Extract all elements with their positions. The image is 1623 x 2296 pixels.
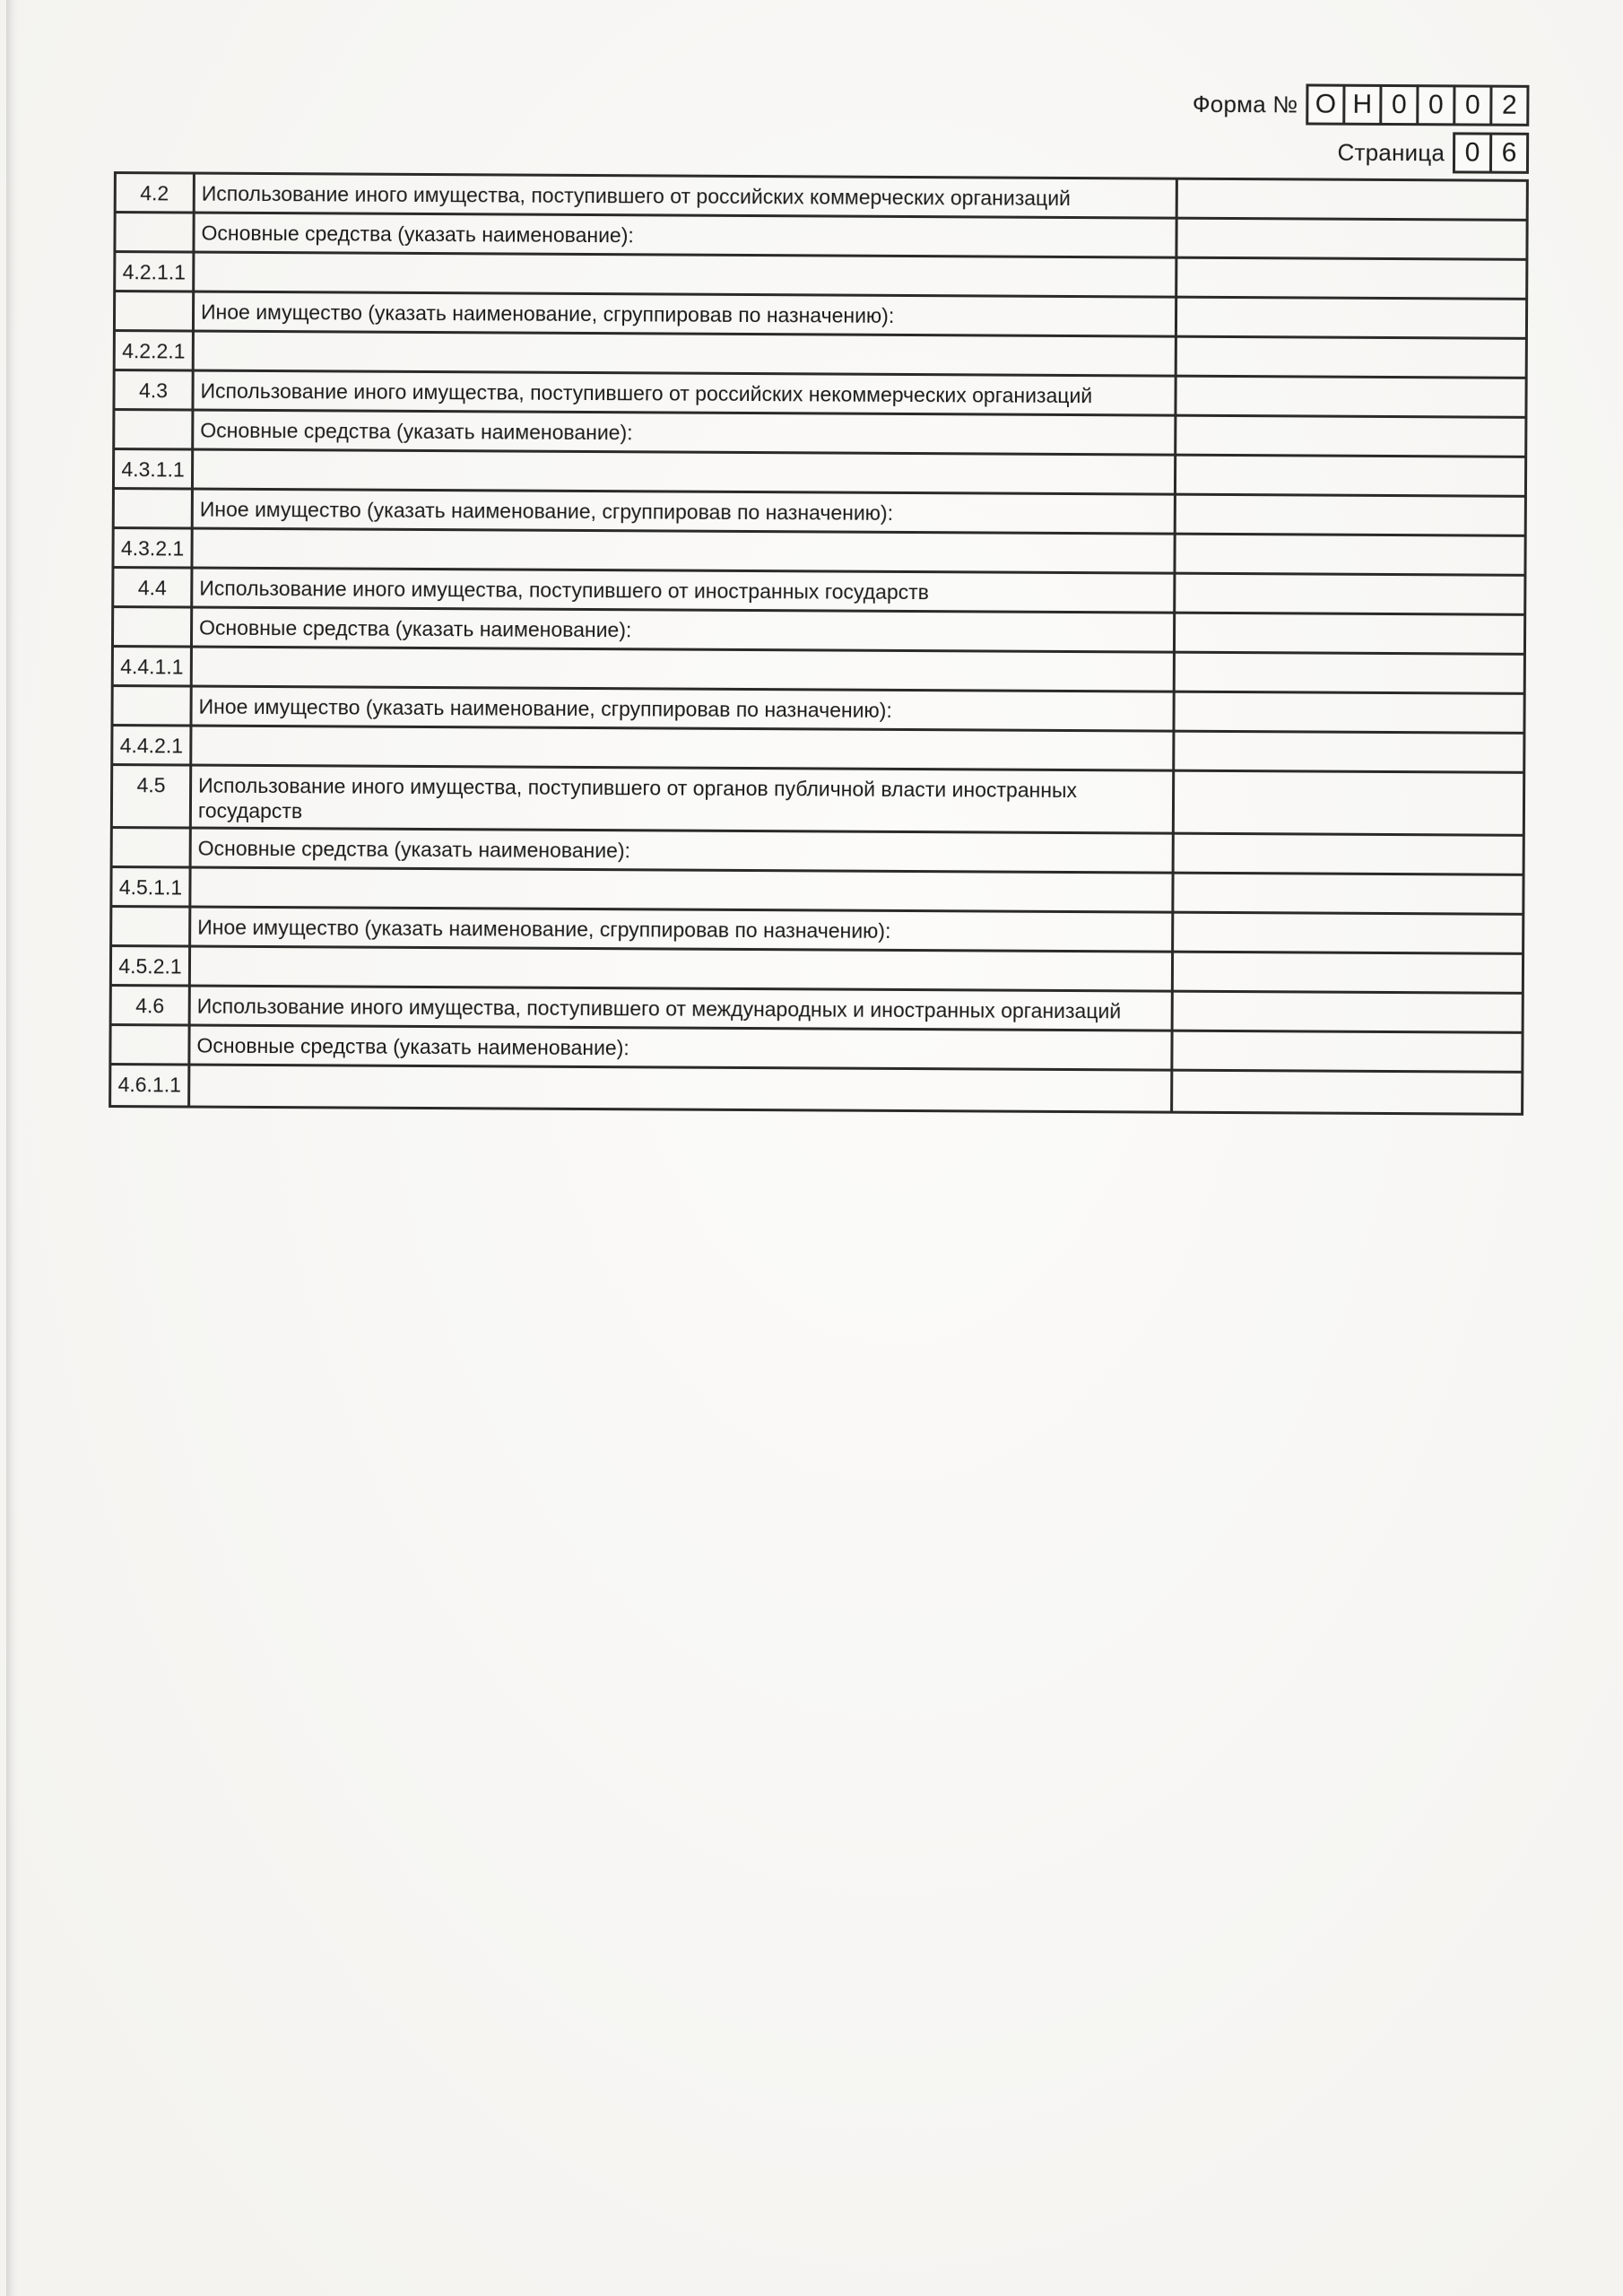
row-value-cell <box>1176 614 1523 656</box>
row-label-cell <box>193 530 1176 575</box>
row-value-cell <box>1176 378 1524 419</box>
page-number-label: Страница <box>1337 138 1445 166</box>
row-label-cell <box>194 451 1176 496</box>
page-number-box: 6 <box>1489 133 1529 174</box>
row-label-cell: Основные средства (указать наименование): <box>190 1027 1173 1072</box>
row-label-cell: Иное имущество (указать наименование, сгруппировав по назначению): <box>194 491 1176 535</box>
page-number-row <box>1337 132 1529 174</box>
form-number-label: Форма № <box>1192 90 1298 117</box>
row-value-cell <box>1174 874 1522 916</box>
row-number-cell: 4.4 <box>114 569 193 608</box>
row-label-cell: Основные средства (указать наименование): <box>195 214 1177 259</box>
form-number-box: 2 <box>1489 85 1529 126</box>
row-number-cell: 4.3.2.1 <box>114 529 193 569</box>
row-label-cell <box>191 948 1174 993</box>
row-value-cell <box>1178 180 1526 222</box>
row-number-cell: 4.5.1.1 <box>112 868 191 908</box>
page-number-box: 0 <box>1453 132 1492 173</box>
row-number-cell <box>115 411 194 450</box>
row-label-cell: Основные средства (указать наименование): <box>193 609 1176 654</box>
row-value-cell <box>1176 417 1524 458</box>
row-number-cell <box>114 608 193 648</box>
row-value-cell <box>1175 835 1523 876</box>
row-value-cell <box>1176 457 1524 498</box>
row-number-cell <box>112 908 191 947</box>
row-value-cell <box>1175 733 1523 774</box>
form-number-box: 0 <box>1453 84 1492 126</box>
row-value-cell <box>1177 220 1525 261</box>
form-number-row <box>1193 83 1530 126</box>
row-label-cell: Иное имущество (указать наименование, сгруппировав по назначению): <box>195 293 1177 338</box>
row-label-cell <box>192 727 1175 772</box>
row-number-cell: 4.2.1.1 <box>116 253 195 292</box>
table-row <box>111 1065 1521 1113</box>
row-number-cell <box>113 829 192 868</box>
row-label-cell <box>195 254 1177 299</box>
row-value-cell <box>1173 1032 1521 1074</box>
form-number-box: О <box>1306 83 1345 125</box>
row-number-cell: 4.6.1.1 <box>111 1065 190 1105</box>
row-label-cell: Использование иного имущества, поступившего от международных и иностранных организаций <box>191 987 1174 1032</box>
row-label-cell: Основные средства (указать наименование): <box>192 830 1175 874</box>
row-value-cell <box>1173 1072 1521 1113</box>
row-label-cell: Иное имущество (указать наименование, сгруппировав по назначению): <box>191 909 1174 953</box>
row-value-cell <box>1176 654 1523 695</box>
row-label-cell <box>191 869 1174 914</box>
row-number-cell <box>111 1026 190 1065</box>
row-number-cell: 4.6 <box>112 987 191 1026</box>
row-value-cell <box>1177 338 1525 379</box>
row-number-cell: 4.3 <box>115 371 194 411</box>
form-number-box: 0 <box>1416 84 1455 126</box>
table-row <box>113 766 1523 837</box>
row-label-cell: Иное имущество (указать наименование, сгруппировав по назначению): <box>192 688 1175 733</box>
row-number-cell: 4.5 <box>113 766 192 829</box>
row-number-cell: 4.2.2.1 <box>116 332 195 371</box>
row-number-cell <box>113 687 192 726</box>
form-header <box>114 77 1530 174</box>
row-number-cell: 4.4.1.1 <box>114 648 193 687</box>
row-label-cell: Использование иного имущества, поступившего от российских некоммерческих организаций <box>194 372 1176 417</box>
row-value-cell <box>1177 259 1525 300</box>
row-number-cell: 4.2 <box>117 174 195 213</box>
row-value-cell <box>1175 772 1523 837</box>
form-number-boxes <box>1306 83 1529 126</box>
form-number-box: 0 <box>1379 84 1419 126</box>
row-value-cell <box>1177 299 1525 340</box>
row-value-cell <box>1176 496 1524 537</box>
row-number-cell: 4.4.2.1 <box>113 726 192 766</box>
row-number-cell: 4.3.1.1 <box>115 450 194 490</box>
row-number-cell <box>116 213 195 253</box>
row-value-cell <box>1176 575 1523 616</box>
row-label-cell: Основные средства (указать наименование): <box>194 412 1176 457</box>
property-usage-table <box>108 171 1529 1116</box>
row-label-cell: Использование иного имущества, поступившего от органов публичной власти иностранных государств <box>192 767 1175 835</box>
row-value-cell <box>1174 914 1522 955</box>
form-number-box: Н <box>1342 84 1382 126</box>
row-value-cell <box>1175 693 1523 735</box>
row-label-cell: Использование иного имущества, поступившего от российских коммерческих организаций <box>195 175 1178 220</box>
row-value-cell <box>1174 953 1522 995</box>
row-value-cell <box>1174 993 1522 1034</box>
row-label-cell: Использование иного имущества, поступившего от иностранных государств <box>193 570 1176 614</box>
row-number-cell: 4.5.2.1 <box>112 947 191 987</box>
page-number-boxes <box>1453 132 1529 173</box>
row-number-cell <box>115 490 194 529</box>
row-label-cell <box>195 333 1177 378</box>
row-value-cell <box>1176 535 1523 577</box>
row-number-cell <box>116 292 195 332</box>
row-label-cell <box>193 648 1176 693</box>
row-label-cell <box>190 1066 1173 1111</box>
